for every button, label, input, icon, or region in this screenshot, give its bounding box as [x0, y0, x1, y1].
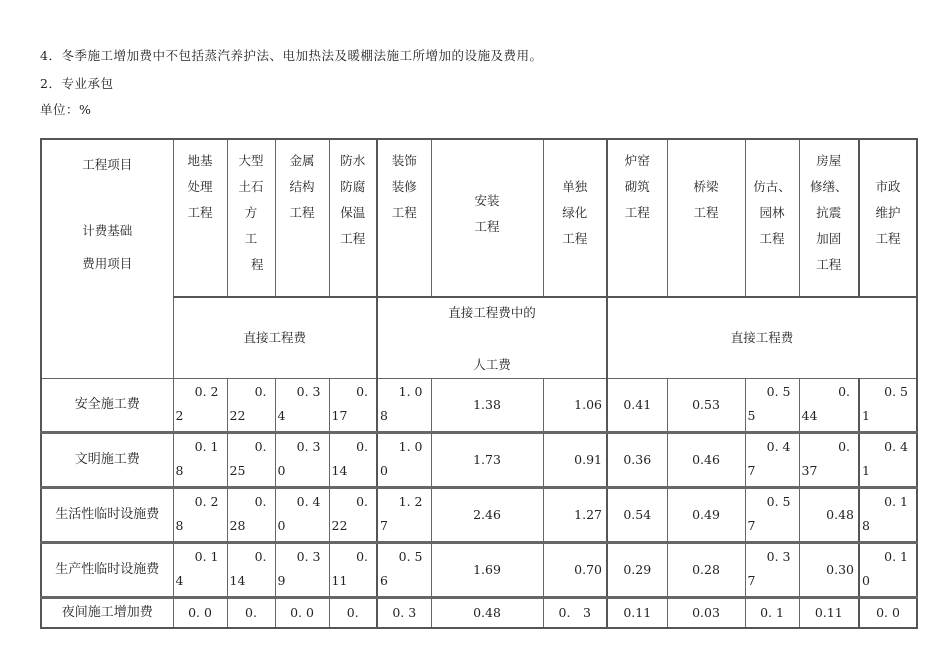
rate-cell [329, 433, 377, 488]
rate-value-part: 7 [380, 518, 388, 533]
rate-value-part: 0. [254, 384, 267, 399]
rate-cell [859, 488, 917, 543]
rate-value-part: 7 [747, 573, 756, 588]
rate-cell [431, 433, 543, 488]
rate-cell [543, 379, 607, 433]
rate-value-part: 1. 0 [398, 439, 423, 454]
rate-value: 0.49 [692, 507, 720, 522]
rate-cell [667, 433, 745, 488]
rate-cell [275, 433, 329, 488]
rate-cell: 0. 0 [275, 598, 329, 628]
rate-cell [431, 488, 543, 543]
rate-value-part: 0. [356, 549, 368, 564]
rate-cell [329, 543, 377, 598]
rate-value-part: 1. 0 [398, 384, 423, 399]
row-label: 夜间施工增加费 [41, 598, 173, 628]
rate-value-part: 8 [175, 463, 184, 478]
rate-cell [543, 543, 607, 598]
rate-value: 0.70 [574, 562, 602, 577]
col-header: 房屋 修缮、 抗震 加固 工程 [799, 139, 859, 297]
rate-cell [667, 379, 745, 433]
rate-value: 0.46 [692, 452, 720, 467]
rate-value: 0.29 [623, 562, 652, 577]
rate-cell: 0. 1 [745, 598, 799, 628]
rate-value-part: 4 [175, 573, 184, 588]
rate-value-part: 25 [229, 463, 246, 478]
rate-cell [799, 488, 859, 543]
table-row [41, 598, 917, 628]
rate-cell [859, 433, 917, 488]
col-header: 炉窑 砌筑 工程 [607, 139, 667, 297]
row-label: 文明施工费 [41, 433, 173, 488]
base-direct-cost: 直接工程费 [173, 297, 377, 379]
rate-value-part: 1 [862, 408, 870, 423]
rate-value-part: 0. 5 [766, 384, 791, 399]
col-header: 地基 处理 工程 [173, 139, 227, 297]
rate-cell: 0. 3 [377, 598, 431, 628]
rate-cell [543, 488, 607, 543]
rate-value-part: 0. [254, 549, 267, 564]
rate-cell [377, 379, 431, 433]
rate-cell [859, 379, 917, 433]
rate-value: 1.69 [473, 562, 501, 577]
rate-cell [745, 488, 799, 543]
rate-value: 0.30 [826, 562, 854, 577]
rate-value-part: 22 [229, 408, 246, 423]
rate-cell [431, 379, 543, 433]
rate-value-part: 14 [331, 463, 348, 478]
rate-cell [543, 433, 607, 488]
table-row [41, 433, 917, 488]
rate-cell [329, 379, 377, 433]
rate-value-part: 22 [331, 518, 348, 533]
rate-value-part: 0. 4 [766, 439, 791, 454]
rate-value-part: 0. 4 [296, 494, 321, 509]
unit-label: 单位：% [40, 102, 92, 117]
rate-cell: 0. [329, 598, 377, 628]
rate-value-part: 0. 1 [194, 439, 219, 454]
rate-cell [227, 433, 275, 488]
col-header: 防水 防腐 保温 工程 [329, 139, 377, 297]
rate-value-part: 0 [277, 463, 286, 478]
rate-cell [377, 433, 431, 488]
rate-cell [173, 433, 227, 488]
rate-value-part: 0. 2 [194, 494, 219, 509]
rate-value-part: 0. [254, 494, 267, 509]
rate-value-part: 8 [175, 518, 184, 533]
rate-value: 1.06 [574, 397, 602, 412]
rate-cell [799, 433, 859, 488]
rate-value: 0.91 [574, 452, 602, 467]
rate-cell [275, 543, 329, 598]
col-header: 安装 工程 [431, 139, 543, 297]
note-winter-construction: 4．冬季施工增加费中不包括蒸汽养护法、电加热法及暖棚法施工所增加的设施及费用。 [40, 48, 543, 63]
rate-value: 0.41 [623, 397, 652, 412]
rate-value: 0.48 [826, 507, 854, 522]
rate-value: 1.27 [574, 507, 602, 522]
rate-value-part: 28 [229, 518, 246, 533]
rate-cell [173, 488, 227, 543]
rate-value-part: 0. 1 [884, 494, 908, 509]
rate-cell: 0. 0 [173, 598, 227, 628]
col-header: 桥梁 工程 [667, 139, 745, 297]
rate-value-part: 1 [862, 463, 870, 478]
corner-header: 工程项目 计费基础 费用项目 [41, 139, 173, 379]
rate-value-part: 0. 3 [296, 384, 321, 399]
rate-cell: 0.11 [799, 598, 859, 628]
rate-value-part: 0. 3 [296, 549, 321, 564]
fee-rate-table [40, 138, 918, 629]
row-label: 生活性临时设施费 [41, 488, 173, 543]
row-label: 安全施工费 [41, 379, 173, 433]
rate-value-part: 7 [747, 463, 756, 478]
col-header: 大型 土石 方 工 程 [227, 139, 275, 297]
rate-value-part: 0. 3 [296, 439, 321, 454]
rate-cell: 0. 0 [859, 598, 917, 628]
rate-value: 1.38 [473, 397, 501, 412]
rate-cell: 0. [227, 598, 275, 628]
rate-value: 1.73 [473, 452, 501, 467]
rate-cell [227, 488, 275, 543]
rate-value-part: 0 [862, 573, 870, 588]
rate-cell [227, 379, 275, 433]
rate-value-part: 5 [747, 408, 756, 423]
rate-value: 0.36 [623, 452, 652, 467]
rate-cell [859, 543, 917, 598]
rate-value-part: 8 [380, 408, 388, 423]
rate-value: 0.54 [623, 507, 652, 522]
rate-value-part: 2 [175, 408, 184, 423]
rate-cell: 0. 3 [543, 598, 607, 628]
rate-cell [329, 488, 377, 543]
rate-cell [745, 543, 799, 598]
rate-cell [377, 543, 431, 598]
col-header: 仿古、 园林 工程 [745, 139, 799, 297]
rate-cell [667, 543, 745, 598]
rate-cell [667, 488, 745, 543]
rate-cell [173, 543, 227, 598]
rate-cell [607, 543, 667, 598]
rate-cell [607, 433, 667, 488]
rate-cell: 0.11 [607, 598, 667, 628]
rate-value: 2.46 [473, 507, 501, 522]
rate-cell [607, 379, 667, 433]
rate-value-part: 8 [862, 518, 870, 533]
rate-value-part: 0. [838, 439, 850, 454]
rate-cell [173, 379, 227, 433]
table-row [41, 543, 917, 598]
rate-value-part: 6 [380, 573, 388, 588]
rate-value-part: 0. [356, 384, 368, 399]
rate-cell [799, 379, 859, 433]
base-direct-cost-right: 直接工程费 [607, 297, 917, 379]
col-header: 金属 结构 工程 [275, 139, 329, 297]
table-row [41, 379, 917, 433]
rate-value-part: 0. [838, 384, 850, 399]
rate-cell: 0.03 [667, 598, 745, 628]
rate-value-part: 0. 5 [766, 494, 791, 509]
table-row [41, 488, 917, 543]
col-header: 市政 维护 工程 [859, 139, 917, 297]
rate-cell [275, 488, 329, 543]
rate-cell [275, 379, 329, 433]
rate-value-part: 44 [801, 408, 818, 423]
rate-value-part: 14 [229, 573, 246, 588]
rate-value-part: 1. 2 [398, 494, 423, 509]
rate-cell [227, 543, 275, 598]
rate-value-part: 17 [331, 408, 348, 423]
rate-value-part: 0. [356, 494, 368, 509]
rate-value: 0.28 [692, 562, 720, 577]
rate-value-part: 0 [380, 463, 388, 478]
rate-value-part: 0. 4 [884, 439, 908, 454]
section-title-professional-contracting: 2．专业承包 [40, 76, 114, 91]
rate-value-part: 0. [356, 439, 368, 454]
rate-value-part: 0. 5 [884, 384, 908, 399]
rate-value-part: 0. 2 [194, 384, 219, 399]
col-header: 单独 绿化 工程 [543, 139, 607, 297]
base-row [41, 297, 917, 379]
rate-cell [745, 379, 799, 433]
rate-cell [745, 433, 799, 488]
rate-value: 0.53 [692, 397, 720, 412]
rate-cell [377, 488, 431, 543]
header-row [41, 139, 917, 297]
rate-value-part: 0 [277, 518, 286, 533]
rate-value-part: 0. 5 [398, 549, 423, 564]
rate-value-part: 0. [254, 439, 267, 454]
rate-value-part: 0. 3 [766, 549, 791, 564]
rate-value-part: 37 [801, 463, 818, 478]
rate-value-part: 0. 1 [194, 549, 219, 564]
rate-cell: 0.48 [431, 598, 543, 628]
row-label: 生产性临时设施费 [41, 543, 173, 598]
rate-value-part: 0. 1 [884, 549, 908, 564]
rate-value-part: 4 [277, 408, 286, 423]
rate-cell [607, 488, 667, 543]
rate-value-part: 9 [277, 573, 286, 588]
rate-value-part: 7 [747, 518, 756, 533]
rate-cell [431, 543, 543, 598]
col-header: 装饰 装修 工程 [377, 139, 431, 297]
rate-value-part: 11 [331, 573, 348, 588]
base-labor-cost: 直接工程费中的 人工费 [377, 297, 607, 379]
rate-cell [799, 543, 859, 598]
